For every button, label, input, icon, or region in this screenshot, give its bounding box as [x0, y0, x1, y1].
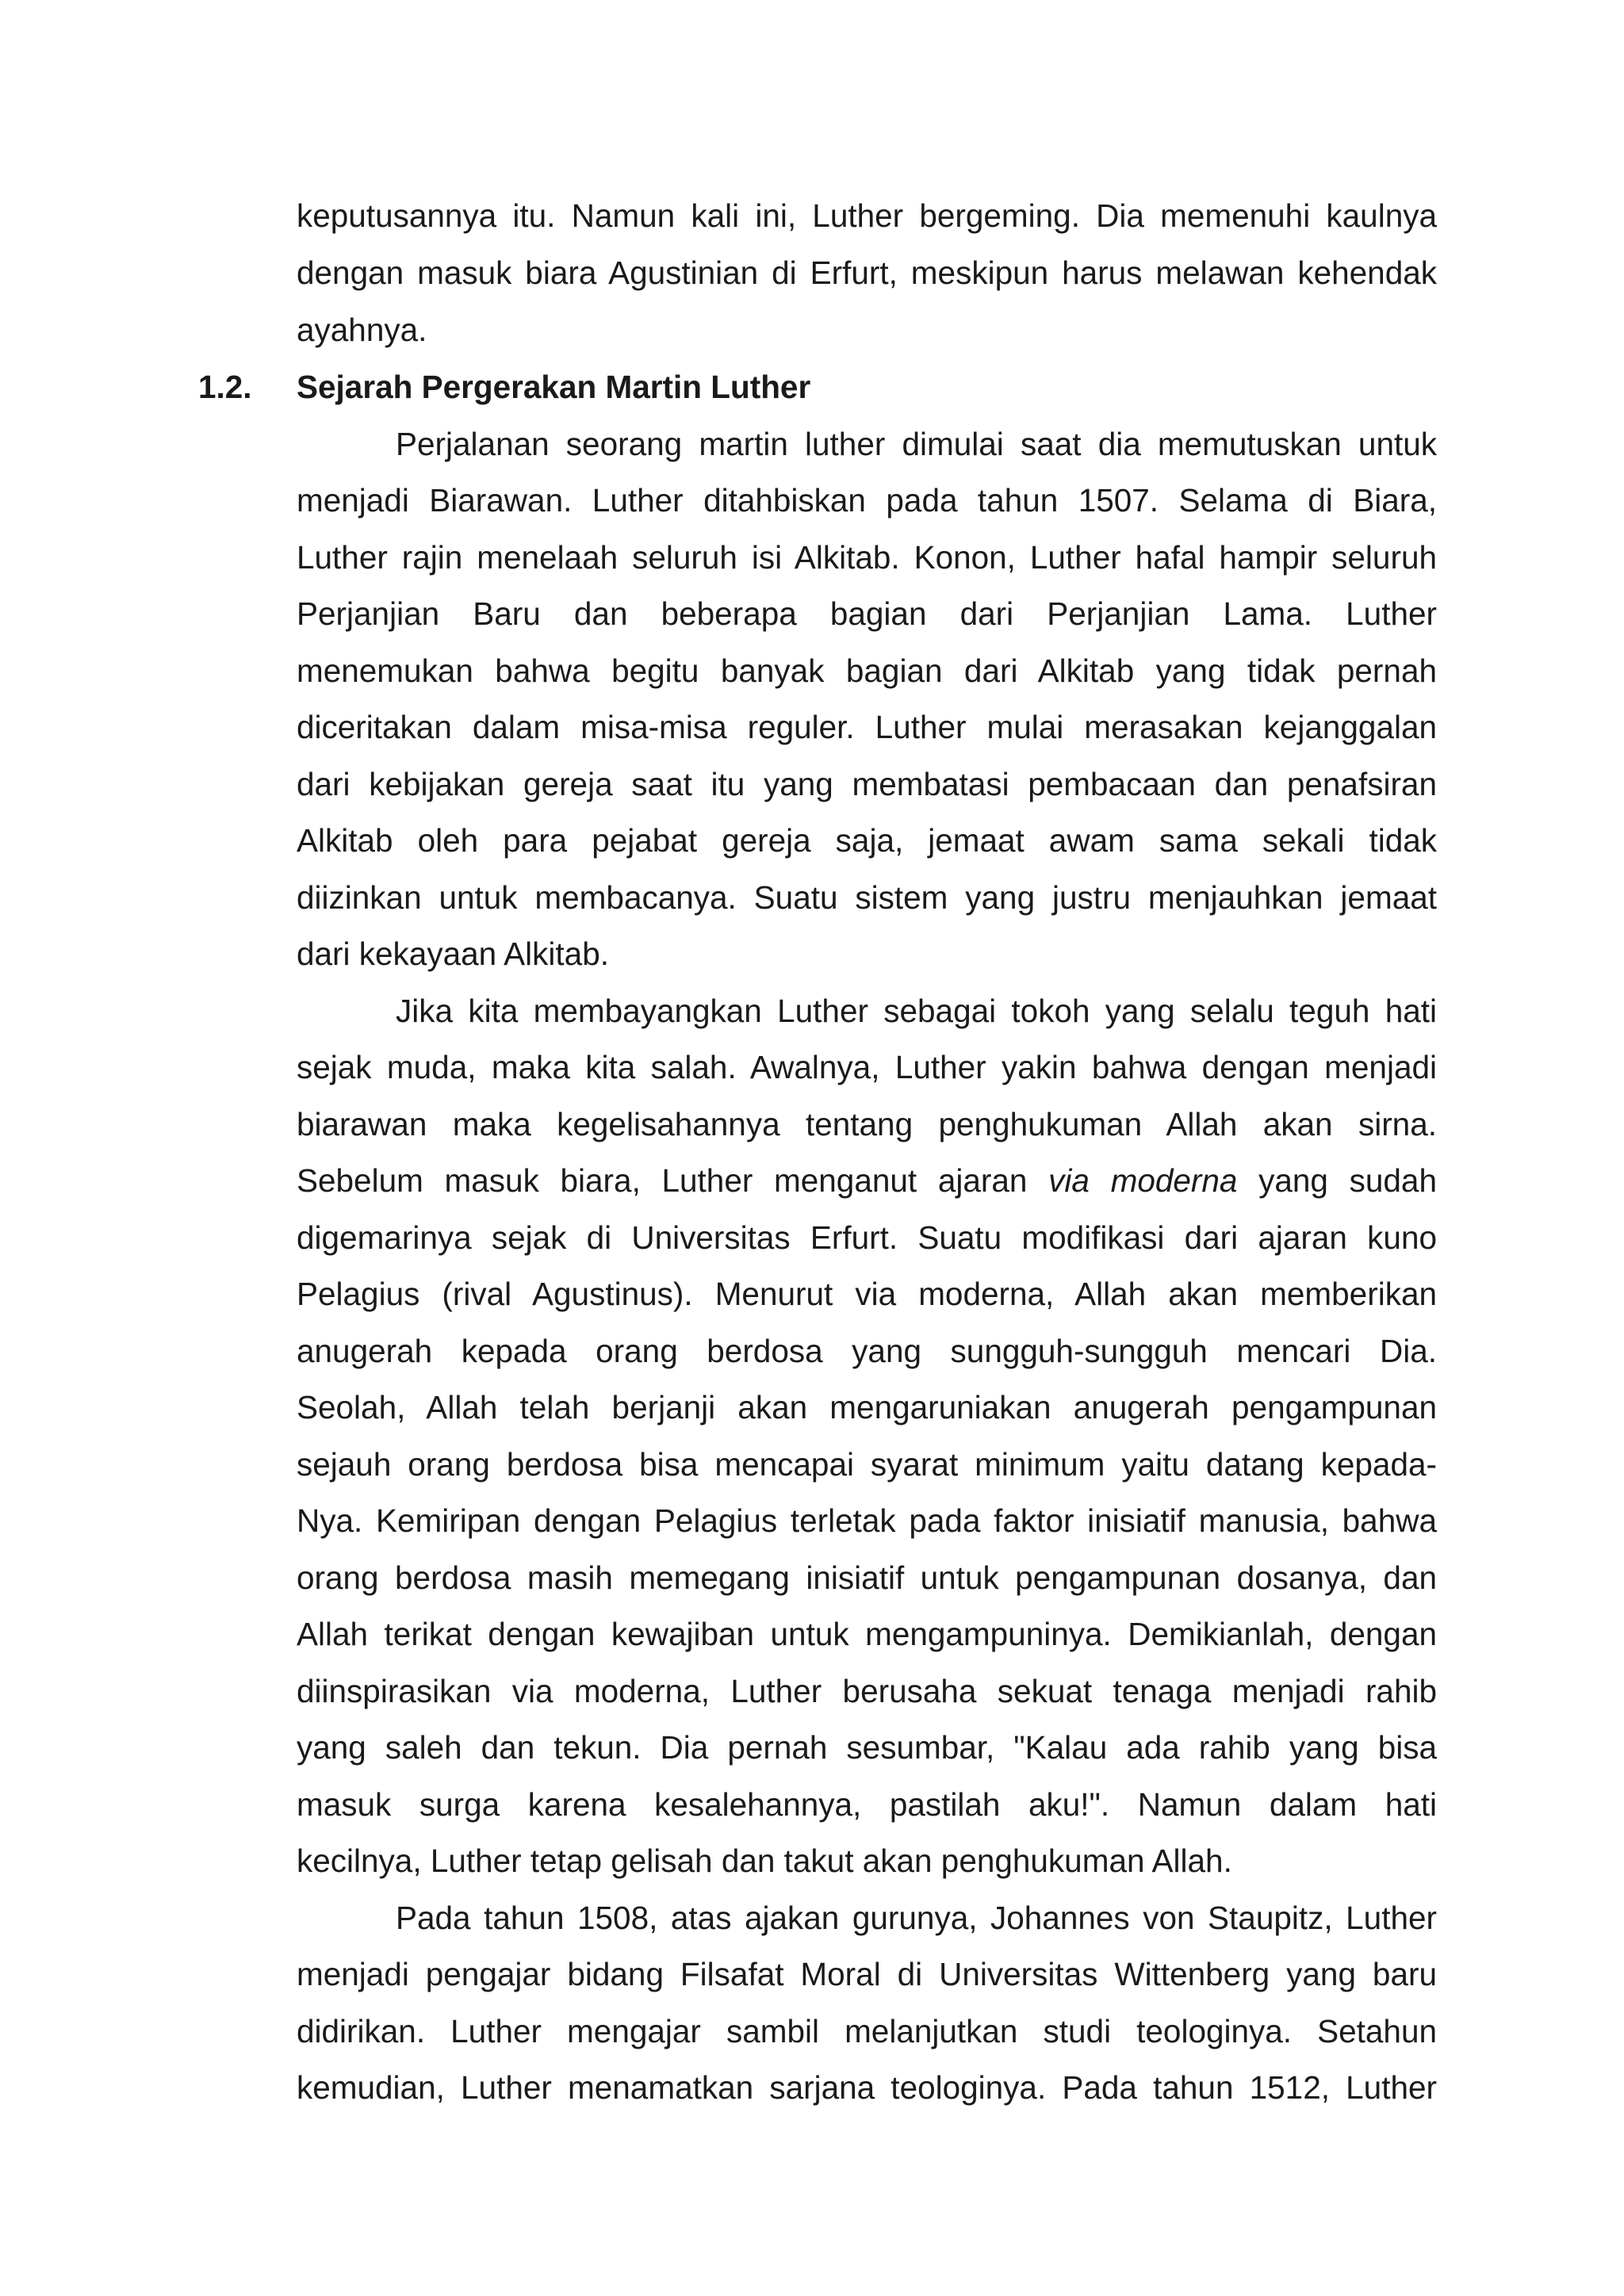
paragraph3-line-1: Pada tahun 1508, atas ajakan gurunya, Johannes von Staupitz, Luther [396, 1900, 1437, 1936]
paragraph2-line-11: orang berdosa masih memegang inisiatif untuk pengampunan dosanya, dan [297, 1559, 1437, 1596]
paragraph2-line-3: biarawan maka kegelisahannya tentang penghukuman Allah akan sirna. [297, 1106, 1437, 1142]
paragraph2-line-9: sejauh orang berdosa bisa mencapai syarat minimum yaitu datang kepada- [297, 1446, 1437, 1483]
paragraph1-line-2: menjadi Biarawan. Luther ditahbiskan pada tahun 1507. Selama di Biara, [297, 482, 1437, 519]
paragraph2-line-4-tail: yang sudah [1237, 1162, 1437, 1199]
paragraph2-line-14: yang saleh dan tekun. Dia pernah sesumbar, "Kalau ada rahib yang bisa [297, 1729, 1437, 1766]
section-title: Sejarah Pergerakan Martin Luther [297, 369, 811, 405]
paragraph2-line-4-text: Sebelum masuk biara, Luther menganut ajaran [297, 1162, 1049, 1199]
paragraph2-line-2: sejak muda, maka kita salah. Awalnya, Luther yakin bahwa dengan menjadi [297, 1049, 1437, 1085]
paragraph1-line-10: dari kekayaan Alkitab. [297, 936, 609, 972]
paragraph2-line-4 [297, 1160, 1437, 1201]
paragraph1-line-5: menemukan bahwa begitu banyak bagian dari Alkitab yang tidak pernah [297, 652, 1437, 689]
carryover-line-1: keputusannya itu. Namun kali ini, Luther bergeming. Dia memenuhi kaulnya [297, 197, 1437, 234]
paragraph1-line-4: Perjanjian Baru dan beberapa bagian dari Perjanjian Lama. Luther [297, 595, 1437, 632]
paragraph1-line-6: diceritakan dalam misa-misa reguler. Luther mulai merasakan kejanggalan [297, 709, 1437, 745]
carryover-line-2: dengan masuk biara Agustinian di Erfurt, meskipun harus melawan kehendak [297, 254, 1437, 291]
section-number: 1.2. [198, 369, 252, 405]
carryover-line-3: ayahnya. [297, 312, 427, 348]
paragraph1-line-1: Perjalanan seorang martin luther dimulai saat dia memutuskan untuk [396, 426, 1437, 462]
paragraph3-line-4: kemudian, Luther menamatkan sarjana teologinya. Pada tahun 1512, Luther [297, 2069, 1437, 2106]
paragraph2-line-5: digemarinya sejak di Universitas Erfurt. Suatu modifikasi dari ajaran kuno [297, 1219, 1437, 1256]
paragraph3-line-3: didirikan. Luther mengajar sambil melanjutkan studi teologinya. Setahun [297, 2013, 1437, 2049]
paragraph2-line-16: kecilnya, Luther tetap gelisah dan takut akan penghukuman Allah. [297, 1843, 1232, 1879]
paragraph1-line-8: Alkitab oleh para pejabat gereja saja, jemaat awam sama sekali tidak [297, 822, 1437, 859]
paragraph1-line-3: Luther rajin menelaah seluruh isi Alkitab. Konon, Luther hafal hampir seluruh [297, 539, 1437, 576]
paragraph2-line-12: Allah terikat dengan kewajiban untuk mengampuninya. Demikianlah, dengan [297, 1616, 1437, 1652]
paragraph3-line-2: menjadi pengajar bidang Filsafat Moral di Universitas Wittenberg yang baru [297, 1956, 1437, 1992]
via-moderna-term: via moderna [1048, 1162, 1238, 1199]
paragraph2-line-15: masuk surga karena kesalehannya, pastilah aku!". Namun dalam hati [297, 1786, 1437, 1823]
paragraph2-line-13: diinspirasikan via moderna, Luther berusaha sekuat tenaga menjadi rahib [297, 1673, 1437, 1709]
paragraph2-line-7: anugerah kepada orang berdosa yang sungguh-sungguh mencari Dia. [297, 1333, 1437, 1369]
paragraph2-line-10: Nya. Kemiripan dengan Pelagius terletak pada faktor inisiatif manusia, bahwa [297, 1502, 1437, 1539]
paragraph2-line-1: Jika kita membayangkan Luther sebagai tokoh yang selalu teguh hati [396, 993, 1437, 1029]
paragraph2-line-6: Pelagius (rival Agustinus). Menurut via moderna, Allah akan memberikan [297, 1276, 1437, 1312]
paragraph2-line-8: Seolah, Allah telah berjanji akan mengaruniakan anugerah pengampunan [297, 1389, 1437, 1425]
paragraph1-line-9: diizinkan untuk membacanya. Suatu sistem yang justru menjauhkan jemaat [297, 879, 1437, 916]
paragraph1-line-7: dari kebijakan gereja saat itu yang membatasi pembacaan dan penafsiran [297, 766, 1437, 802]
